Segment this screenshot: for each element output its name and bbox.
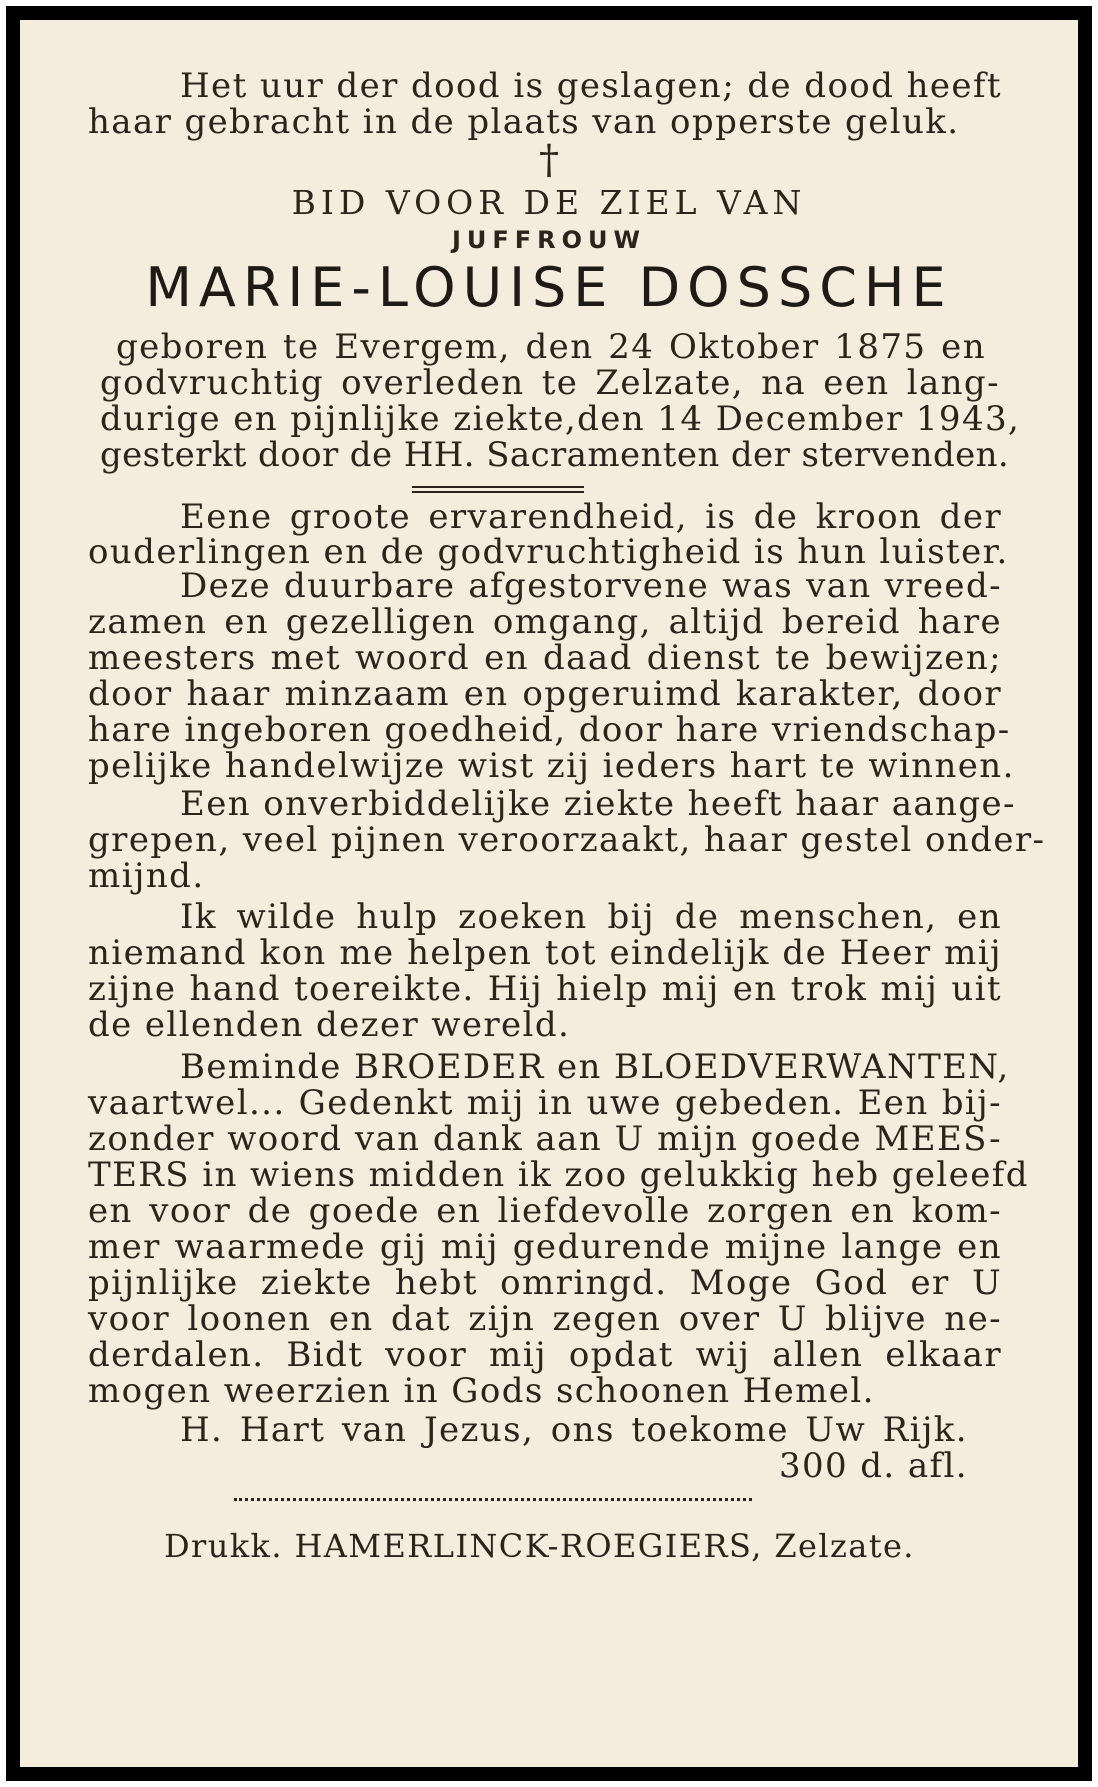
body-line: pelijke handelwijze wist zij ieders hart te winnen. (88, 746, 1015, 786)
body-line: zamen en gezelligen omgang, altijd bereid hare (88, 602, 1002, 642)
body-line: meesters met woord en daad dienst te bewijzen; (88, 638, 1002, 678)
body-line: mer waarmede gij mij gedurende mijne lange en (88, 1227, 1002, 1267)
biography-line: durige en pijnlijke ziekte,den 14 December 1943, (100, 399, 1021, 439)
divider-top (412, 486, 584, 488)
biography-line: geboren te Evergem, den 24 Oktober 1875 en (116, 327, 986, 367)
body-line: mijnd. (88, 856, 205, 896)
indulgence: 300 d. afl. (778, 1446, 968, 1486)
body-line: zonder woord van dank aan U mijn goede MEES- (88, 1119, 1002, 1159)
body-line: Eene groote ervarendheid, is de kroon der (180, 497, 1002, 537)
body-line: door haar minzaam en opgeruimd karakter, door (88, 674, 1002, 714)
body-line: niemand kon me helpen tot eindelijk de Heer mij (88, 933, 1002, 973)
body-line: grepen, veel pijnen veroorzaakt, haar gestel onder- (88, 820, 1046, 860)
invocation: H. Hart van Jezus, ons toekome Uw Rijk. (180, 1410, 968, 1450)
body-line: ouderlingen en de godvruchtigheid is hun luister. (88, 532, 1009, 572)
epigraph-line-1: Het uur der dood is geslagen; de dood heeft (180, 66, 1002, 106)
body-line: pijnlijke ziekte hebt omringd. Moge God er U (88, 1263, 1002, 1303)
body-line: vaartwel... Gedenkt mij in uwe gebeden. Een bij- (88, 1083, 1002, 1123)
body-line: Deze duurbare afgestorvene was van vreed- (180, 566, 1002, 606)
body-line: Een onverbiddelijke ziekte heeft haar aange- (180, 784, 1016, 824)
prayer-heading: BID VOOR DE ZIEL VAN (291, 183, 807, 222)
memorial-card-border (6, 6, 1092, 1781)
printer-credit: Drukk. HAMERLINCK-ROEGIERS, Zelzate. (164, 1527, 915, 1565)
biography-line: gesterkt door de HH. Sacramenten der stervenden. (100, 435, 1010, 475)
cross-icon: † (539, 137, 559, 183)
body-line: zijne hand toereikte. Hij hielp mij en trok mij uit (88, 969, 1002, 1009)
body-line: de ellenden dezer wereld. (88, 1005, 571, 1045)
body-line: voor loonen en dat zijn zegen over U blijve ne- (88, 1299, 1002, 1339)
body-line: en voor de goede en liefdevolle zorgen en kom- (88, 1191, 1002, 1231)
body-line: Ik wilde hulp zoeken bij de menschen, en (180, 897, 1002, 937)
body-line: hare ingeboren goedheid, door hare vriendschap- (88, 710, 1011, 750)
memorial-card (20, 20, 1078, 1767)
biography-line: godvruchtig overleden te Zelzate, na een lang- (100, 363, 1000, 403)
divider-bottom (412, 491, 584, 493)
deceased-name: MARIE-LOUISE DOSSCHE (145, 256, 953, 319)
title-juffrouw: JUFFROUW (451, 226, 647, 254)
body-line: mogen weerzien in Gods schoonen Hemel. (88, 1371, 875, 1411)
epigraph-line-2: haar gebracht in de plaats van opperste geluk. (88, 102, 960, 142)
body-line: derdalen. Bidt voor mij opdat wij allen elkaar (88, 1335, 1002, 1375)
body-line: TERS in wiens midden ik zoo gelukkig heb geleefd (88, 1155, 1029, 1195)
body-line: Beminde BROEDER en BLOEDVERWANTEN, (180, 1047, 1010, 1087)
dotted-divider (234, 1498, 752, 1501)
